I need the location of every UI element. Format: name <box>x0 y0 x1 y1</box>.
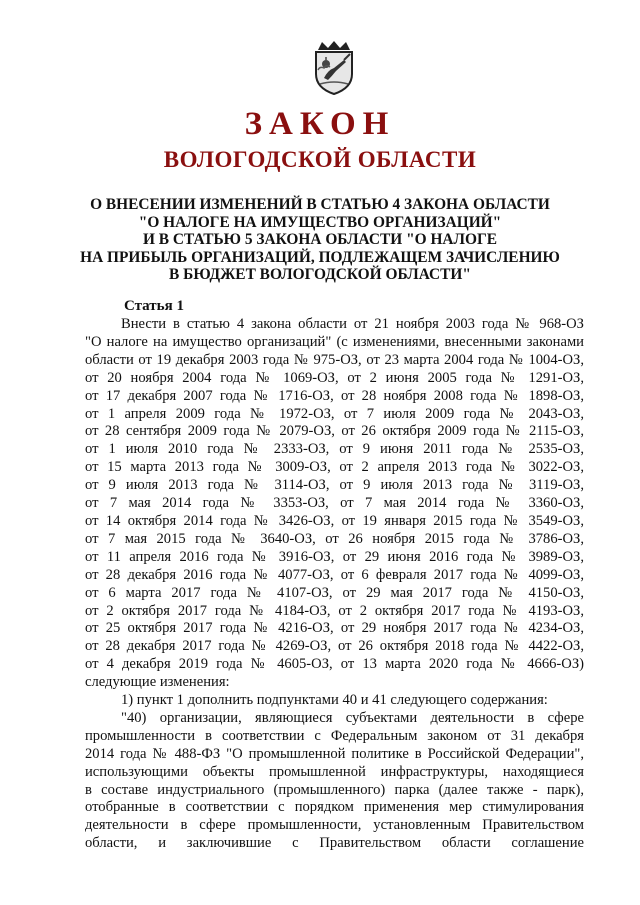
body-line: от 25 октября 2017 года № 4216-ОЗ, от 29 ноября 2017 года № 4234-ОЗ, <box>85 620 584 637</box>
body-line: в составе индустриального (промышленного) парка (далее также - парк), <box>85 781 584 798</box>
body-line: от 17 декабря 2007 года № 1716-ОЗ, от 28 ноября 2008 года № 1898-ОЗ, <box>85 387 584 404</box>
subtitle-line: "О НАЛОГЕ НА ИМУЩЕСТВО ОРГАНИЗАЦИЙ" <box>138 213 502 231</box>
body-line: от 9 июля 2013 года № 3114-ОЗ, от 9 июля 2013 года № 3119-ОЗ, <box>85 477 584 494</box>
body-line: следующие изменения: <box>85 674 230 691</box>
body-line: от 2 октября 2017 года № 4184-ОЗ, от 2 октября 2017 года № 4193-ОЗ, <box>85 602 584 619</box>
body-line: "О налоге на имущество организаций" (с изменениями, внесенными законами <box>85 333 584 350</box>
subtitle-line: О ВНЕСЕНИИ ИЗМЕНЕНИЙ В СТАТЬЮ 4 ЗАКОНА ОБЛАСТИ <box>90 196 550 213</box>
body-line: 1) пункт 1 дополнить подпунктами 40 и 41 следующего содержания: <box>121 692 548 709</box>
article-heading: Статья 1 <box>124 298 184 314</box>
body-line: от 14 октября 2014 года № 3426-ОЗ, от 19 января 2015 года № 3549-ОЗ, <box>85 512 584 529</box>
body-line: "40) организации, являющиеся субъектами деятельности в сфере <box>121 709 584 726</box>
body-line: отобранные в соответствии с порядком применения мер стимулирования <box>85 799 584 816</box>
subtitle-line: НА ПРИБЫЛЬ ОРГАНИЗАЦИЙ, ПОДЛЕЖАЩЕМ ЗАЧИСЛЕНИЮ <box>80 248 560 266</box>
body-line: от 6 марта 2017 года № 4107-ОЗ, от 29 мая 2017 года № 4150-ОЗ, <box>85 584 584 601</box>
region-title: ВОЛОГОДСКОЙ ОБЛАСТИ <box>163 147 477 172</box>
body-line: от 1 апреля 2009 года № 1972-ОЗ, от 7 июля 2009 года № 2043-ОЗ, <box>85 405 584 422</box>
body-line: от 28 декабря 2016 года № 4077-ОЗ, от 6 февраля 2017 года № 4099-ОЗ, <box>85 566 584 583</box>
body-line: от 7 мая 2015 года № 3640-ОЗ, от 26 ноября 2015 года № 3786-ОЗ, <box>85 530 584 547</box>
body-line: области, и заключившие с Правительством области соглашение <box>85 835 584 852</box>
body-line: деятельности в сфере промышленности, установленным Правительством <box>85 817 584 834</box>
body-line: от 4 декабря 2019 года № 4605-ОЗ, от 13 марта 2020 года № 4666-ОЗ) <box>85 656 584 673</box>
subtitle-line: В БЮДЖЕТ ВОЛОГОДСКОЙ ОБЛАСТИ" <box>169 266 471 284</box>
body-line: от 28 сентября 2009 года № 2079-ОЗ, от 26 октября 2009 года № 2115-ОЗ, <box>85 423 584 440</box>
body-line: области от 19 декабря 2003 года № 975-ОЗ, от 23 марта 2004 года № 1004-ОЗ, <box>85 351 584 368</box>
body-line: использующими объекты промышленной инфраструктуры, находящиеся <box>85 763 584 780</box>
body-line: Внести в статью 4 закона области от 21 ноября 2003 года № 968-ОЗ <box>121 316 584 332</box>
law-subtitle <box>0 196 640 284</box>
body-line: от 7 мая 2014 года № 3353-ОЗ, от 7 мая 2014 года № 3360-ОЗ, <box>85 495 584 512</box>
body-line: 2014 года № 488-ФЗ "О промышленной политике в Российской Федерации", <box>85 745 584 762</box>
body-line: от 28 декабря 2017 года № 4269-ОЗ, от 26 октября 2018 года № 4422-ОЗ, <box>85 638 584 655</box>
subtitle-line: И В СТАТЬЮ 5 ЗАКОНА ОБЛАСТИ "О НАЛОГЕ <box>142 231 498 249</box>
coat-of-arms-icon <box>304 40 364 96</box>
body-line: промышленности в соответствии с Федеральным законом от 31 декабря <box>85 727 584 744</box>
body-line: от 11 апреля 2016 года № 3916-ОЗ, от 29 июня 2016 года № 3989-ОЗ, <box>85 548 584 565</box>
law-title: ЗАКОН <box>244 106 396 142</box>
body-line: от 15 марта 2013 года № 3009-ОЗ, от 2 апреля 2013 года № 3022-ОЗ, <box>85 459 584 476</box>
body-line: от 1 июля 2010 года № 2333-ОЗ, от 9 июня 2011 года № 2535-ОЗ, <box>85 441 584 458</box>
article-body <box>85 316 584 853</box>
body-line: от 20 ноября 2004 года № 1069-ОЗ, от 2 июня 2005 года № 1291-ОЗ, <box>85 369 584 386</box>
